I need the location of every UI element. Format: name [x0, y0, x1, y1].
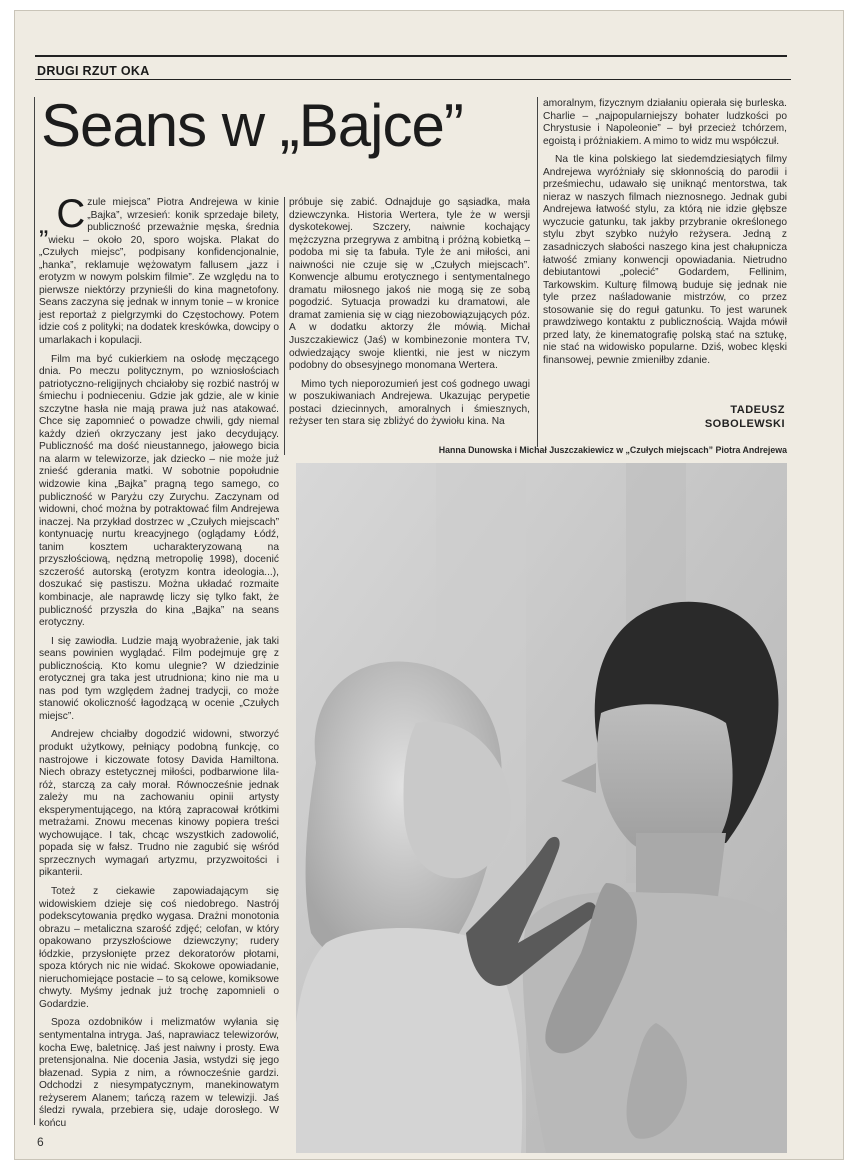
author-first-name: TADEUSZ — [730, 404, 785, 416]
article-paragraph: Film ma być cukierkiem na osłodę męczącego dnia. Po meczu politycznym, po wzniosłościach patriotyczno-religijnych chciałoby się rozbić nastrój w śmiechu i podnieceniu. Gdzie jak gdzie, ale w kinie szczytne hasła nie mają prawa już nas atakować. Chce się zapomnieć o powadze chwili, gdy niemal każdy dzień okrzyczany jest jako decydujący. Publiczność ma dość nieustannego, jałowego bicia na alarm w telewizorze, jak dziecko – nie może już znieść gderania matki. W sobotnie popołudnie widzowie kina „Bajka” pragną tego samego, co publiczność w Paryżu czy Zurychu. Zaczynam od widowni, choć można by potraktować film Andrejewa inaczej. Na przykład dostrzec w „Czułych miejscach” kontynuację nurtu kreacyjnego (oglądamy Łódź, tanim kosztem ucharakteryzowaną na przyszłościową, nędzną metropolię 1998), docenić szczerość autorską (erotyzm kontra ideologia...), doszukać się pastiszu. Można układać rozmaite kombinacje, ale naprawdę liczy się tylko fakt, że publiczność przyszła do kina „Bajka” na seans erotyczny. — [39, 353, 279, 629]
page-number: 6 — [37, 1135, 44, 1149]
article-paragraph: „ C zule miejsca” Piotra Andrejewa w kinie „Bajka”, wrzesień: konik sprzedaje bilety, publiczność przeważnie męska, średnia wieku – około 20, sporo wojska. Plakat do „Czułych miejsc”, podpisany konfidencjonalnie, „hanka”, reklamuje wężowatym fallusem „jazz i erotyzm w nowym polskim filmie”. Ze względu na to pierwsze niektórzy przynieśli do kina magnetofony. Seans zaczyna się jednak w innym tonie – w kronice jest reportaż z pielgrzymki do Częstochowy. Potem idzie coś z polityki; na dodatek kreskówka, dowcipy o umarlakach i kopulacji. — [39, 192, 279, 347]
article-column-1 — [39, 192, 279, 1130]
article-paragraph: Spoza ozdobników i melizmatów wyłania się sentymentalna intryga. Jaś, naprawiacz telewizorów, kocha Ewę, baletnicę. Jaś jest naiwny i prosty. Ewa pretensjonalna. Nie docenia Jasia, wstydzi się jego błazenad. Sypia z nim, a równocześnie gardzi. Odchodzi z niesympatycznym, manekinowatym reżyserem Alanem; tańczą razem w telewizji. Jaś śledzi rywala, przebiera się, udaje dorosłego. W końcu — [39, 1017, 279, 1129]
headline: Seans w „Bajce” — [41, 92, 463, 159]
article-paragraph: Na tle kina polskiego lat siedemdziesiątych filmy Andrejewa wyróżniały się skłonnością do parodii i prześmiechu, udawało się uniknąć mentorstwa, tak nieraz w naszych filmach nieznosnego. Jednak gubi Andrejewa łatwość stylu, za którą nie idzie głębsze wyczucie gatunku, tak jakby przybranie określonego stylu zbyt szybko nużyło reżysera. Jedną z zasadniczych słabości naszego kina jest chałupnicza łatwość zmiany konwencji opowiadania. Nietrudno debiutantowi „polecić” Godardem, Fellinim, Tarkowskim. Kulturę filmową buduje się jednak nie tyle przez naśladowanie mistrzów, co przez stosowanie się do reguł gatunku. To jest warunek prawdziwego kontaktu z publicznością. Wajda mówił przed laty, że kinematografię polską stać na sztukę, nie stać na widowisko popularne. Dziś, wobec klęski finansowej, pewnie zmieniłby zdanie. — [543, 154, 787, 366]
column-divider-2 — [537, 97, 538, 447]
section-rule — [35, 79, 791, 80]
article-paragraph: amoralnym, fizycznym działaniu opierała się burleska. Charlie – „najpopularniejszy bohater ludzkości po Chrystusie i Napoleonie” – był przecież tchórzem, egoistą i próżniakiem. A mimo to widz mu współczuł. — [543, 98, 787, 147]
article-paragraph: Andrejew chciałby dogodzić widowni, stworzyć produkt użytkowy, pełniący podobną funkcję, co nastrojowe i kiczowate fotosy Davida Hamiltona. Niech obrazy estetycznej miłości, podbarwione lila-róż, starczą za cały morał. Równocześnie jednak zależy mu na zachowaniu opinii artysty eksperymentującego, na którą zapracował krótkimi metrażami. Znowu mecenas kinowy popiera treści wychowujące. I tak, chcąc wszystkich zadowolić, popada się w fałsz. Trudno nie zagubić się wśród sprzecznych wymagań artyzmu, przyzwoitości i pikanterii. — [39, 729, 279, 879]
article-paragraph: I się zawiodła. Ludzie mają wyobrażenie, jak taki seans powinien wyglądać. Film podejmuje grę z publicznością. Kto komu ulegnie? W dziedzinie erotycznej gra taka jest utrudniona; kino nie ma u nas pod tym względem żadnej tradycji, co może stanowić okoliczność łagodzącą w ocenie „Czułych miejsc”. — [39, 635, 279, 722]
dropcap-quote: „ — [39, 208, 49, 239]
photo-caption: Hanna Dunowska i Michał Juszczakiewicz w „Czułych miejscach” Piotra Andrejewa — [438, 445, 787, 455]
column-divider-1 — [284, 197, 285, 455]
article-paragraph: Mimo tych nieporozumień jest coś godnego uwagi w poszukiwaniach Andrejewa. Ukazując perypetie postaci dziecinnych, amoralnych i śmiesznych, reżyser ten stara się zbliżyć do żywiołu kina. Na — [289, 378, 530, 428]
magazine-page — [14, 10, 844, 1160]
film-still-photo — [296, 463, 787, 1153]
article-paragraph: Toteż z ciekawie zapowiadającym się widowiskiem dzieje się coś niedobrego. Nastrój podekscytowania prędko wygasa. Drażni monotonia obrazu – metaliczna szarość zdjęć; celofan, w który opakowano przyszłościowe dziewczyny; rudery łódzkie, przysłonięte przez dekoratorów płotami, spoza których nic nie widać. Skokowe opowiadanie, nieruchomiejące postacie – to są celowe, komiksowe chwyty. Myśmy jednak już trochę zapomnieli o Godardzie. — [39, 885, 279, 1010]
film-still-image — [296, 463, 787, 1153]
author-last-name: SOBOLEWSKI — [704, 418, 785, 430]
section-label: DRUGI RZUT OKA — [37, 64, 150, 78]
author-byline — [655, 403, 785, 431]
article-column-3 — [543, 98, 787, 367]
article-column-2 — [289, 197, 530, 429]
article-paragraph: próbuje się zabić. Odnajduje go sąsiadka, mała dziewczynka. Historia Wertera, tyle że w wersji dyskotekowej. Szczery, naiwnie kochający mężczyzna przegrywa z ambitną i próżną kobietką – podoba mi się ta fabuła. Tyle że ani miłości, ani naiwności nie czuje się w „Czułych miejscach”. Konwencje albumu erotycznego i sentymentalnego dramatu miłosnego jakoś nie mogą się ze sobą pogodzić. Sytuacja prowadzi ku dramatowi, ale dramat zamienia się w ciąg niezobowiązujących póz. A w dodatku aktorzy źle mówią. Michał Juszczakiewicz (Jaś) w kombinezonie montera TV, odwiedzający swoje klientki, nie jest w niczym podobny do obsesyjnego monomana Wertera. — [289, 197, 530, 372]
top-rule — [35, 55, 787, 57]
left-column-rule — [34, 97, 35, 1125]
dropcap-letter: C — [56, 192, 86, 236]
